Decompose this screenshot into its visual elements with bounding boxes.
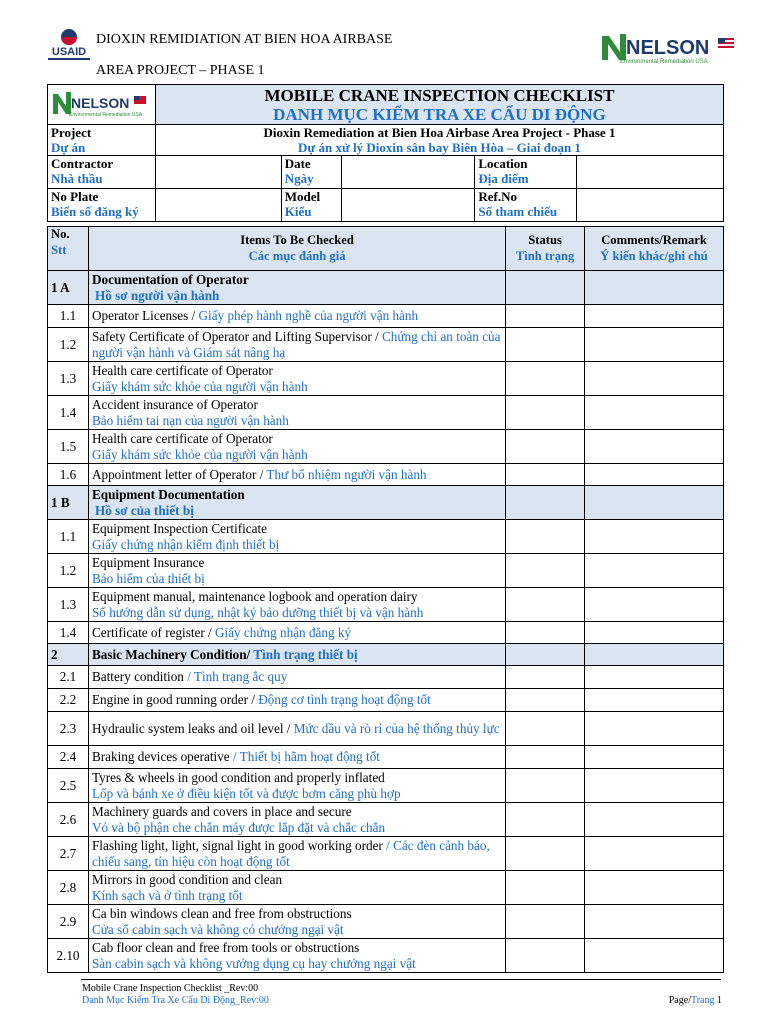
table-row <box>48 837 724 871</box>
comments-cell[interactable] <box>585 328 724 362</box>
item-number: 1.5 <box>48 430 89 464</box>
item-text-en: Engine in good running order / <box>91 692 259 708</box>
item-text <box>88 712 505 746</box>
project-value: Dioxin Remediation at Bien Hoa Airbase Area Project - Phase 1 Dự án xử lý Dioxin sân bay Biên Hòa – Giai đoạn 1 <box>155 125 723 156</box>
item-number: 1.6 <box>48 464 89 486</box>
item-text-vi: Giấy khám sức khỏe của người vận hành <box>91 446 308 462</box>
status-cell[interactable] <box>506 939 585 973</box>
item-text <box>88 396 505 430</box>
item-text-en: Ca bin windows clean and free from obstructions <box>91 906 352 921</box>
status-cell[interactable] <box>506 430 585 464</box>
title-vi: DANH MỤC KIỂM TRA XE CẨU DI ĐỘNG <box>273 105 606 124</box>
footer-doc-en: Mobile Crane Inspection Checklist _Rev:00 <box>82 983 259 994</box>
col-no: No. Stt <box>48 227 89 271</box>
svg-text:Environmental Remediation USA: Environmental Remediation USA <box>69 112 143 118</box>
comments-cell[interactable] <box>585 666 724 689</box>
status-cell[interactable] <box>506 871 585 905</box>
item-text-en: Health care certificate of Operator <box>91 363 273 378</box>
item-text-vi: Giấy khám sức khỏe của người vận hành <box>91 378 308 394</box>
status-cell[interactable] <box>506 305 585 328</box>
table-row <box>48 430 724 464</box>
section-title <box>88 486 505 520</box>
status-cell[interactable] <box>506 396 585 430</box>
section-row <box>48 271 724 305</box>
comments-cell[interactable] <box>585 803 724 837</box>
section-title-en: Equipment Documentation <box>91 487 245 502</box>
nelson-logo-cell <box>48 85 156 125</box>
item-text-en: Equipment Insurance <box>91 555 205 570</box>
item-text-vi: Thư bổ nhiệm người vận hành <box>266 466 427 482</box>
title-en: MOBILE CRANE INSPECTION CHECKLIST <box>264 86 615 105</box>
section-number: 2 <box>48 644 89 666</box>
section-title <box>88 271 505 305</box>
item-text-en: Mirrors in good condition and clean <box>91 872 283 887</box>
refno-field[interactable] <box>577 189 724 222</box>
svg-text:Environmental Remediation USA: Environmental Remediation USA <box>620 59 708 65</box>
usaid-logo <box>44 28 94 64</box>
status-cell[interactable] <box>506 464 585 486</box>
section-title-en: Basic Machinery Condition/ <box>91 646 254 662</box>
item-number: 1.2 <box>48 328 89 362</box>
footer-rule <box>81 979 721 980</box>
item-text <box>88 769 505 803</box>
item-number: 2.8 <box>48 871 89 905</box>
svg-text:NELSON: NELSON <box>71 95 130 111</box>
item-text <box>88 666 505 689</box>
table-row <box>48 803 724 837</box>
section-number: 1 B <box>48 486 89 520</box>
item-text <box>88 328 505 362</box>
status-cell[interactable] <box>506 769 585 803</box>
status-cell[interactable] <box>506 905 585 939</box>
table-row <box>48 520 724 554</box>
item-text-en: Health care certificate of Operator <box>91 431 273 446</box>
item-text-vi: Vỏ và bộ phận che chắn máy được lắp đặt và chắc chắn <box>91 819 386 835</box>
status-cell[interactable] <box>506 362 585 396</box>
page-number: Page/Trang 1 <box>668 995 722 1006</box>
item-text-en: Operator Licenses / <box>91 308 199 324</box>
item-text <box>88 871 505 905</box>
section-row <box>48 486 724 520</box>
status-cell[interactable] <box>506 328 585 362</box>
item-text-vi: Sổ hướng dẫn sử dụng, nhật ký bảo dưỡng thiết bị và vận hành <box>91 604 424 620</box>
status-cell[interactable] <box>506 837 585 871</box>
section-comments <box>585 271 724 305</box>
item-text-en: Equipment manual, maintenance logbook and operation dairy <box>91 589 418 604</box>
header-subtitle: AREA PROJECT – PHASE 1 <box>96 63 265 78</box>
item-text-vi: Động cơ tình trạng hoạt động tốt <box>258 692 431 708</box>
item-text-en: Tyres & wheels in good condition and properly inflated <box>91 770 385 785</box>
section-comments <box>585 486 724 520</box>
contractor-label: Contractor Nhà thầu <box>48 156 156 189</box>
table-row <box>48 939 724 973</box>
item-text-en: Battery condition <box>91 669 188 685</box>
item-number: 1.2 <box>48 554 89 588</box>
table-row <box>48 689 724 712</box>
item-number: 2.1 <box>48 666 89 689</box>
section-title-vi: Hồ sơ người vận hành <box>94 287 220 303</box>
item-text <box>88 464 505 486</box>
item-number: 1.1 <box>48 305 89 328</box>
item-text-en: Flashing light, light, signal light in good working order <box>91 838 387 853</box>
item-text-en: Cab floor clean and free from tools or obstructions <box>91 940 360 955</box>
model-label: Model Kiểu <box>281 189 341 222</box>
status-cell[interactable] <box>506 588 585 622</box>
info-table <box>47 84 724 222</box>
table-row <box>48 905 724 939</box>
comments-cell[interactable] <box>585 622 724 644</box>
item-text <box>88 689 505 712</box>
item-text <box>88 746 505 769</box>
svg-text:NELSON: NELSON <box>626 37 710 59</box>
location-field[interactable] <box>577 156 724 189</box>
status-cell[interactable] <box>506 746 585 769</box>
location-label: Location Địa điểm <box>475 156 577 189</box>
item-number: 1.3 <box>48 588 89 622</box>
item-text <box>88 588 505 622</box>
col-status: Status Tình trạng <box>506 227 585 271</box>
table-row <box>48 588 724 622</box>
noplate-label: No Plate Biển số đăng ký <box>48 189 156 222</box>
column-header-row <box>48 227 724 271</box>
comments-cell[interactable] <box>585 520 724 554</box>
item-number: 1.3 <box>48 362 89 396</box>
status-cell[interactable] <box>506 554 585 588</box>
nelson-small-logo <box>51 88 151 118</box>
item-text-en: Equipment Inspection Certificate <box>91 521 268 536</box>
item-text <box>88 305 505 328</box>
section-comments <box>585 644 724 666</box>
item-text <box>88 939 505 973</box>
item-number: 2.7 <box>48 837 89 871</box>
comments-cell[interactable] <box>585 305 724 328</box>
item-number: 2.6 <box>48 803 89 837</box>
table-row <box>48 769 724 803</box>
noplate-field[interactable] <box>155 189 281 222</box>
status-cell[interactable] <box>506 689 585 712</box>
item-text-vi: / Các đèn cảnh báo, chiếu sang, tín hiệu còn hoạt động tốt <box>91 838 490 869</box>
table-row <box>48 305 724 328</box>
item-text <box>88 905 505 939</box>
section-status <box>506 271 585 305</box>
item-text-en: Machinery guards and covers in place and secure <box>91 804 352 819</box>
refno-label: Ref.No Số tham chiếu <box>475 189 577 222</box>
col-comments: Comments/Remark Ý kiến khác/ghi chú <box>585 227 724 271</box>
section-row <box>48 644 724 666</box>
section-title-en: Documentation of Operator <box>91 272 249 287</box>
table-row <box>48 328 724 362</box>
page-footer <box>82 983 722 1007</box>
item-text-en: Accident insurance of Operator <box>91 397 258 412</box>
item-text-en: Hydraulic system leaks and oil level / <box>91 720 294 736</box>
status-cell[interactable] <box>506 520 585 554</box>
status-cell[interactable] <box>506 666 585 689</box>
status-cell[interactable] <box>506 622 585 644</box>
section-title <box>88 644 505 666</box>
comments-cell[interactable] <box>585 464 724 486</box>
item-text <box>88 520 505 554</box>
item-number: 1.4 <box>48 622 89 644</box>
item-text <box>88 622 505 644</box>
item-text-en: Braking devices operative <box>91 749 233 765</box>
item-text-vi: Giấy chứng nhận đăng ký <box>215 624 352 640</box>
item-text <box>88 837 505 871</box>
item-number: 2.10 <box>48 939 89 973</box>
item-text-vi: / Thiết bị hãm hoạt động tốt <box>232 749 380 765</box>
section-number: 1 A <box>48 271 89 305</box>
comments-cell[interactable] <box>585 396 724 430</box>
checklist-table <box>47 226 724 973</box>
comments-cell[interactable] <box>585 554 724 588</box>
item-text-vi: Bảo hiểm tai nạn của người vận hành <box>91 412 289 428</box>
item-text-en: Certificate of register / <box>91 624 215 640</box>
table-row <box>48 396 724 430</box>
comments-cell[interactable] <box>585 769 724 803</box>
table-row <box>48 464 724 486</box>
svg-text:USAID: USAID <box>51 46 87 58</box>
item-text-vi: Cửa sổ cabin sạch và không có chướng ngại vật <box>91 921 344 937</box>
item-text-vi: Lốp và bánh xe ở điều kiện tốt và được bơm căng phù hợp <box>91 785 401 801</box>
project-label: Project Dự án <box>48 125 156 156</box>
contractor-field[interactable] <box>155 156 281 189</box>
table-row <box>48 666 724 689</box>
section-title-vi: Hồ sơ của thiết bị <box>94 502 194 518</box>
table-row <box>48 362 724 396</box>
item-number: 1.4 <box>48 396 89 430</box>
item-text-vi: Bảo hiểm của thiết bị <box>91 570 205 586</box>
table-row <box>48 871 724 905</box>
item-text-vi: Mức dầu và rò rỉ của hệ thống thủy lực <box>293 720 500 736</box>
item-number: 2.5 <box>48 769 89 803</box>
nelson-logo <box>600 30 738 66</box>
comments-cell[interactable] <box>585 689 724 712</box>
date-label: Date Ngày <box>281 156 341 189</box>
comments-cell[interactable] <box>585 905 724 939</box>
item-text <box>88 803 505 837</box>
comments-cell[interactable] <box>585 712 724 746</box>
date-field[interactable] <box>341 156 475 189</box>
item-text-en: Appointment letter of Operator / <box>91 466 267 482</box>
model-field[interactable] <box>341 189 475 222</box>
item-text-vi: Kính sạch và ở tình trạng tốt <box>91 887 243 903</box>
item-number: 2.4 <box>48 746 89 769</box>
comments-cell[interactable] <box>585 430 724 464</box>
table-row <box>48 712 724 746</box>
item-text <box>88 362 505 396</box>
checklist-title <box>155 85 723 125</box>
header-title: DIOXIN REMIDIATION AT BIEN HOA AIRBASE <box>96 32 393 47</box>
col-items: Items To Be Checked Các mục đánh giá <box>88 227 505 271</box>
comments-cell[interactable] <box>585 837 724 871</box>
item-number: 2.2 <box>48 689 89 712</box>
section-title-vi: Tình trạng thiết bị <box>253 646 358 662</box>
comments-cell[interactable] <box>585 362 724 396</box>
table-row <box>48 554 724 588</box>
item-text <box>88 430 505 464</box>
item-text-vi: Sàn cabin sạch và không vướng dụng cụ hay chướng ngại vật <box>91 955 416 971</box>
table-row <box>48 622 724 644</box>
item-number: 1.1 <box>48 520 89 554</box>
item-text <box>88 554 505 588</box>
item-number: 2.9 <box>48 905 89 939</box>
status-cell[interactable] <box>506 803 585 837</box>
status-cell[interactable] <box>506 712 585 746</box>
item-text-vi: Giấy phép hành nghề của người vận hành <box>198 308 419 324</box>
item-text-vi: Giấy chứng nhận kiểm định thiết bị <box>91 536 280 552</box>
comments-cell[interactable] <box>585 588 724 622</box>
comments-cell[interactable] <box>585 871 724 905</box>
item-number: 2.3 <box>48 712 89 746</box>
footer-doc-vi: Danh Mục Kiểm Tra Xe Cẩu Di Động_Rev:00 <box>82 995 269 1006</box>
item-text-vi: / Tình trạng ắc quy <box>187 669 288 685</box>
table-row <box>48 746 724 769</box>
item-text-en: Safety Certificate of Operator and Lifting Supervisor / <box>91 329 383 344</box>
item-text-vi: Chứng chỉ an toàn của người vận hành và Giám sát nâng hạ <box>91 329 501 360</box>
comments-cell[interactable] <box>585 746 724 769</box>
section-status <box>506 644 585 666</box>
comments-cell[interactable] <box>585 939 724 973</box>
section-status <box>506 486 585 520</box>
